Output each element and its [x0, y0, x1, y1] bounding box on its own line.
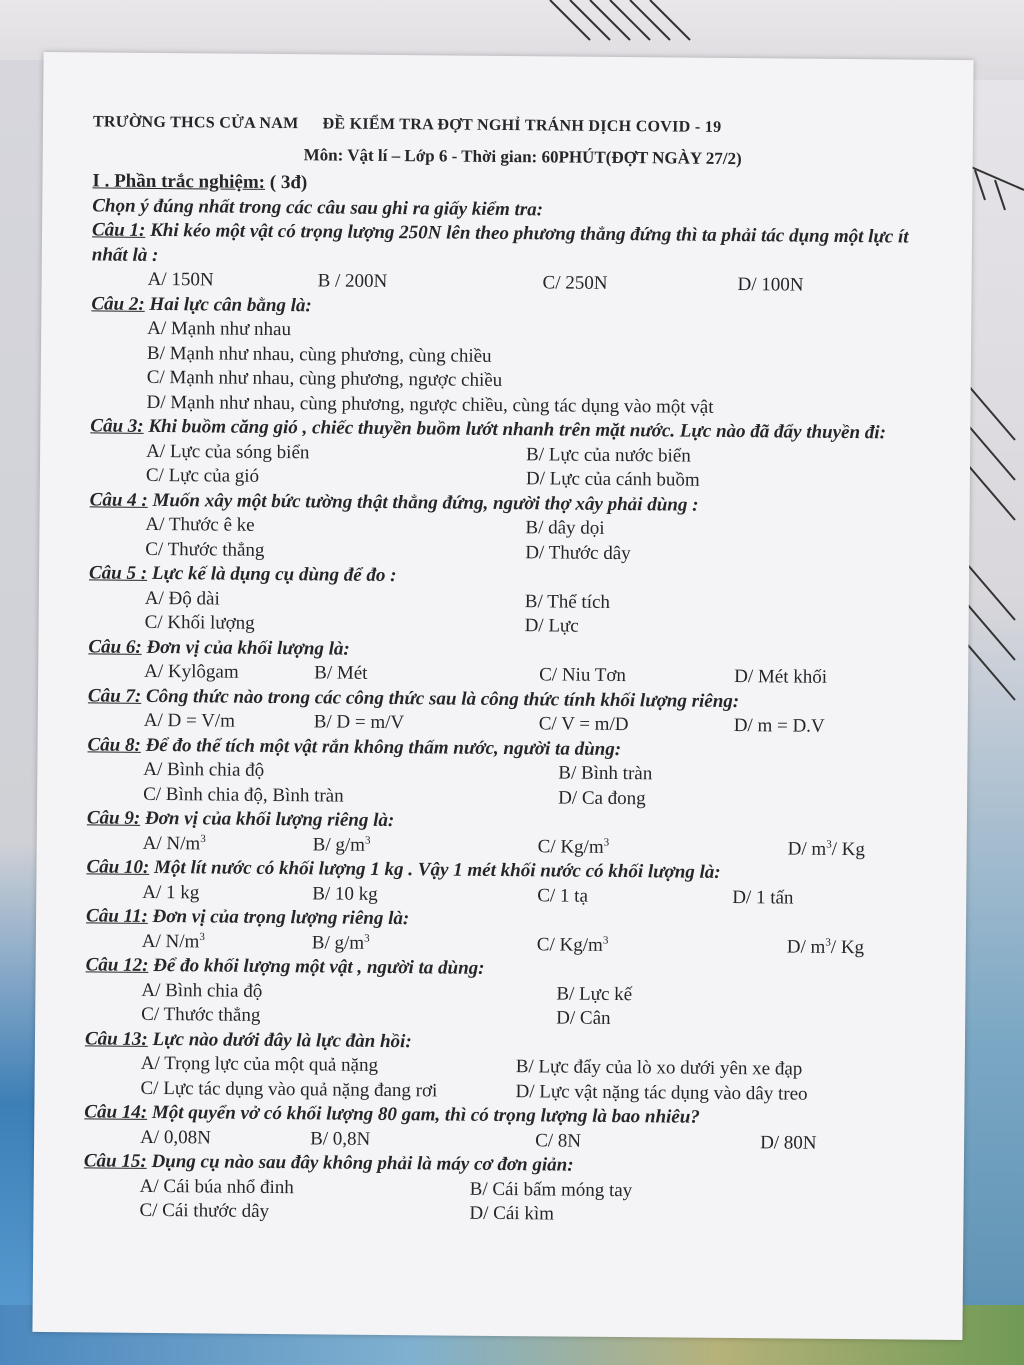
option-d: D/ Ca đong — [558, 786, 646, 809]
question-text: Để đo thể tích một vật rắn không thấm nước, người ta dùng: — [145, 734, 622, 760]
question-text: Một quyển vở có khối lượng 80 gam, thì có trọng lượng là bao nhiêu? — [147, 1101, 700, 1128]
question-text: Đơn vị của khối lượng là: — [146, 636, 350, 660]
option-b: B/ Lực đẩy của lò xo dưới yên xe đạp — [515, 1056, 803, 1080]
exam-title: ĐỀ KIỂM TRA ĐỢT NGHỈ TRÁNH DỊCH COVID - 19 — [322, 115, 722, 136]
option-c: C/ Niu Tơn — [539, 664, 627, 687]
question-text: Muốn xây một bức tường thật thẳng đứng, người thợ xây phải dùng : — [152, 489, 699, 516]
option-c: C/ $Kg/m^3$ — [536, 933, 609, 956]
section-name: I . Phần trắc nghiệm: — [92, 170, 266, 193]
question-text: Đơn vị của trọng lượng riêng là: — [152, 905, 410, 930]
option-b: B/ D = m/V — [313, 711, 405, 734]
question-text: Đơn vị của khối lượng riêng là: — [144, 807, 395, 832]
option-d: D/ Cái kìm — [469, 1202, 555, 1225]
question-number: Câu 13: — [84, 1027, 148, 1050]
option-a: A/ 1 kg — [142, 881, 200, 903]
option-a: A/ Bình chia độ — [143, 758, 265, 781]
option-c: C/ Mạnh như nhau, cùng phương, ngược chiều — [146, 366, 503, 391]
option-b: B/ Bình tràn — [558, 762, 653, 785]
option-c: C/ Cái thước dây — [139, 1199, 270, 1222]
question-number: Câu 11: — [85, 905, 148, 927]
option-d: D/ $m^3/$ Kg — [787, 837, 866, 860]
option-a: A/ 150N — [147, 268, 214, 291]
option-b: B/ Mạnh như nhau, cùng phương, cùng chiều — [146, 342, 492, 367]
question-number: Câu 1: — [91, 219, 146, 241]
question-number: Câu 15: — [83, 1150, 147, 1172]
option-d: D/ Lực vật nặng tác dụng vào dây treo — [515, 1080, 808, 1105]
option-c: C/ $Kg/m^3$ — [537, 835, 610, 858]
question-text: Một lít nước có khối lượng 1 kg . Vậy 1 mét khối nước có khối lượng là: — [153, 856, 721, 883]
option-b: B/ 0,8N — [310, 1127, 371, 1150]
option-a: A/ Thước ê ke — [145, 513, 255, 536]
option-a: A/ Độ dài — [144, 587, 220, 610]
option-d: D/ Mét khối — [734, 666, 828, 688]
option-b: B/ $g/m^3$ — [311, 931, 370, 954]
option-c: C/ 250N — [542, 272, 608, 294]
option-b: B/ dây dọi — [525, 517, 605, 539]
option-a: A/ 0,08N — [140, 1126, 211, 1148]
option-c: C/ Thước thẳng — [141, 1003, 261, 1026]
option-c: C/ 1 tạ — [537, 884, 589, 907]
option-d: D/ $m^3/$ Kg — [786, 935, 865, 958]
exam-header — [93, 110, 923, 142]
question-number: Câu 3: — [90, 415, 144, 437]
option-d: D/ Mạnh như nhau, cùng phương, ngược chiều, cùng tác dụng vào một vật — [146, 391, 714, 418]
question-text: Lực kế là dụng cụ dùng để đo : — [151, 562, 397, 587]
option-b: B / 200N — [317, 270, 388, 292]
subject-line: Môn: Vật lí – Lớp 6 - Thời gian: 60PHÚT(ĐỢT NGÀY 27/2) — [303, 144, 742, 168]
option-a: A/ Lực của sóng biển — [146, 440, 310, 463]
option-d: D/ Thước dây — [525, 541, 631, 564]
option-c: C/ Khối lượng — [144, 611, 255, 634]
option-c: C/ Bình chia độ, Bình tràn — [143, 783, 344, 807]
question-number: Câu 6: — [88, 635, 142, 658]
option-a: A/ Kylôgam — [144, 660, 239, 683]
option-b: B/ $g/m^3$ — [312, 833, 371, 856]
question-number: Câu 8: — [87, 733, 141, 756]
option-a: A/ $N/m^3$ — [141, 930, 205, 952]
option-d: D/ 1 tấn — [732, 886, 794, 909]
question-number: Câu 2: — [91, 292, 145, 315]
option-d: D/ Lực của cánh buồm — [525, 468, 700, 491]
option-d: D/ Lực — [524, 615, 579, 637]
exam-content — [83, 110, 923, 1230]
question-text: Để đo khối lượng một vật , người ta dùng: — [153, 954, 485, 979]
option-b: B/ Thể tích — [524, 590, 611, 613]
option-a: A/ Mạnh như nhau — [147, 317, 292, 341]
option-c: C/ 8N — [535, 1129, 582, 1152]
question-text: Lực nào dưới đây là lực đàn hồi: — [152, 1028, 412, 1052]
option-b: B/ Lực của nước biển — [526, 443, 691, 467]
hatch-decoration-top — [520, 0, 720, 60]
option-a: A/ $N/m^3$ — [142, 832, 206, 854]
question-number: Câu 4 : — [89, 488, 148, 511]
question-1 — [92, 218, 922, 274]
question-number: Câu 7: — [87, 684, 142, 707]
question-text: Dụng cụ nào sau đây không phải là máy cơ đơn giản: — [151, 1150, 574, 1176]
option-d: D/ m = D.V — [733, 715, 825, 737]
exam-paper — [32, 52, 973, 1340]
option-d: D/ 100N — [737, 274, 804, 296]
question-number: Câu 12: — [85, 954, 149, 976]
option-a: A/ Bình chia độ — [141, 979, 263, 1002]
option-a: A/ Cái búa nhổ đinh — [139, 1175, 294, 1198]
question-number: Câu 10: — [86, 856, 150, 878]
question-text: Khi kéo một vật có trọng lượng 250N lên theo phương thẳng đứng thì ta phải tác dụng một lực ít nhất là : — [91, 219, 909, 266]
question-number: Câu 14: — [84, 1101, 148, 1123]
option-a: A/ D = V/m — [143, 709, 235, 732]
option-b: B/ Mét — [314, 662, 368, 684]
section-points: ( 3đ) — [269, 171, 308, 194]
question-text: Hai lực cân bằng là: — [149, 293, 312, 316]
option-c: C/ Lực của gió — [145, 464, 260, 487]
option-d: D/ Cân — [556, 1007, 611, 1029]
option-c: C/ Thước thẳng — [145, 538, 265, 561]
option-a: A/ Trọng lực của một quả nặng — [140, 1052, 379, 1076]
option-d: D/ 80N — [760, 1131, 817, 1154]
option-b: B/ 10 kg — [312, 882, 378, 905]
option-c: C/ V = m/D — [538, 713, 629, 736]
instruction: Chọn ý đúng nhất trong các câu sau ghi ra giấy kiểm tra: — [92, 194, 544, 220]
question-number: Câu 9: — [86, 807, 141, 829]
question-text: Khi buồm căng gió , chiếc thuyền buồm lướt nhanh trên mặt nước. Lực nào đã đẩy thuyền đi: — [148, 415, 887, 444]
option-b: B/ Cái bấm móng tay — [469, 1178, 633, 1201]
school-name: TRƯỜNG THCS CỬA NAM — [92, 113, 299, 133]
question-number: Câu 5 : — [88, 562, 148, 584]
question-text: Công thức nào trong các công thức sau là công thức tính khối lượng riêng: — [145, 685, 740, 712]
option-b: B/ Lực kế — [556, 982, 633, 1005]
option-c: C/ Lực tác dụng vào quả nặng đang rơi — [140, 1077, 438, 1101]
